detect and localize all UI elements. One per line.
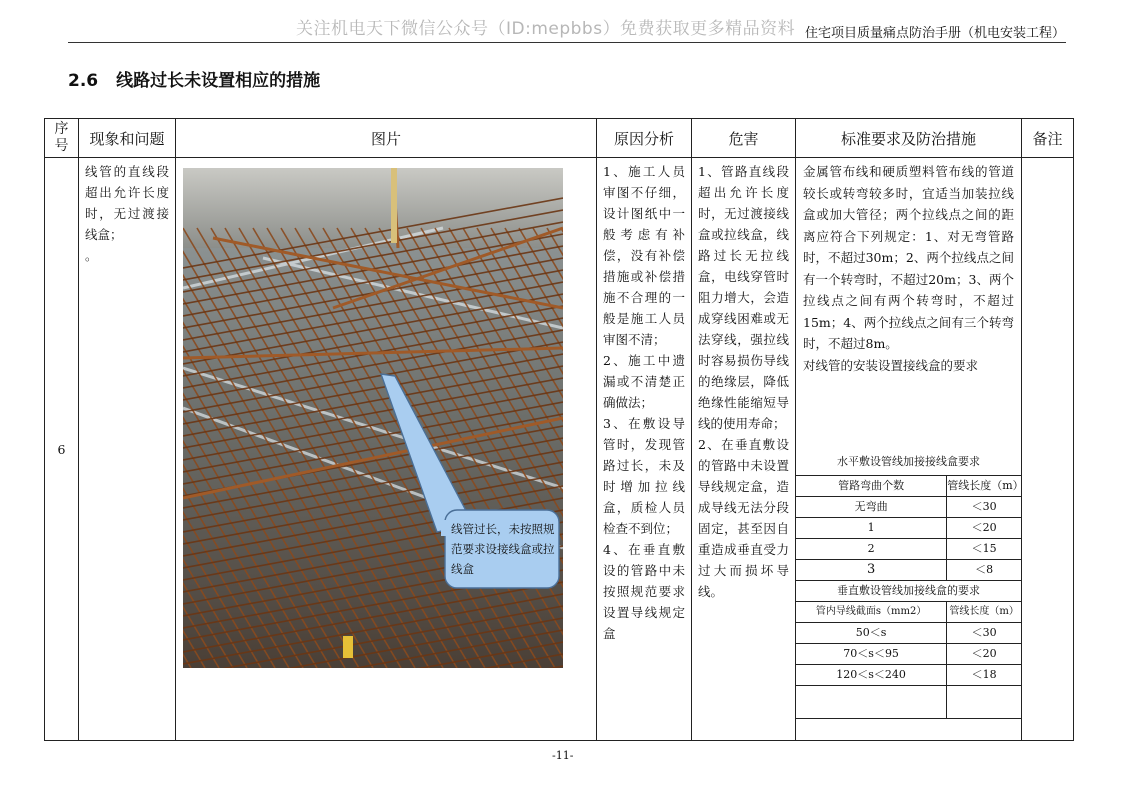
page-number: -11-	[552, 749, 574, 762]
table-cell: 管线长度（m）	[947, 476, 1021, 497]
column-header-phenomenon: 现象和问题	[79, 119, 176, 158]
table-row	[796, 644, 1021, 665]
row-phenomenon	[79, 158, 176, 741]
table-row	[796, 581, 1021, 602]
column-header-harm: 危害	[692, 119, 796, 158]
table-cell: ＜20	[947, 644, 1021, 665]
table-row	[796, 497, 1021, 518]
defect-table	[44, 118, 1074, 741]
table-cell: 2	[796, 539, 947, 560]
table-row	[796, 623, 1021, 644]
phenomenon-text: 线管的直线段超出允许长度时，无过渡接线盒；	[85, 164, 169, 242]
table-cell: 120＜s＜240	[796, 665, 947, 686]
standard-text: 金属管布线和硬质塑料管布线的管道较长或转弯较多时，宜适当加装拉线盒或加大管径；两个拉线点之间的距离应符合下列规定：1、对无弯管路时，不超过30m；2、两个拉线点之间有一个转弯时，不超过20m；3、两个拉线点之间有两个转弯时，不超过15m；4、两个拉线点之间有三个转弯时，不超过8m。 对线管的安装设置接线盒的要求	[803, 164, 1014, 373]
table-row	[796, 602, 1021, 623]
table-cell: ＜30	[947, 497, 1021, 518]
column-header-standard: 标准要求及防治措施	[796, 119, 1022, 158]
row-standard	[796, 158, 1022, 741]
vertical-table-caption: 垂直敷设管线加接线盒的要求	[796, 581, 1021, 602]
table-cell: 1	[796, 518, 947, 539]
section-title	[68, 66, 320, 91]
phenomenon-mark: 。	[85, 248, 98, 263]
table-row	[45, 158, 1074, 741]
table-cell: ＜20	[947, 518, 1021, 539]
table-row	[796, 665, 1021, 686]
table-row	[796, 560, 1021, 581]
table-cell: 无弯曲	[796, 497, 947, 518]
photo-callout-text: 线管过长，未按照规范要求设接线盒或拉线盒	[451, 522, 555, 576]
table-row	[796, 539, 1021, 560]
table-cell	[796, 686, 947, 719]
table-cell: ＜8	[947, 560, 1021, 581]
table-row	[796, 686, 1021, 719]
table-cell: ＜18	[947, 665, 1021, 686]
watermark: 关注机电天下微信公众号（ID:mepbbs）免费获取更多精品资料	[296, 19, 796, 39]
table-row	[796, 476, 1021, 497]
table-row	[796, 518, 1021, 539]
section-title-text: 线路过长未设置相应的措施	[116, 71, 321, 91]
row-seq: 6	[45, 158, 79, 741]
rebar-site-photo	[183, 168, 563, 668]
table-cell: 50＜s	[796, 623, 947, 644]
document-header: 住宅项目质量痛点防治手册（机电安装工程）	[804, 26, 1065, 41]
table-cell: 管内导线截面s（mm2）	[796, 602, 947, 623]
table-cell: 管线长度（m）	[947, 602, 1021, 623]
section-number: 2.6	[68, 71, 99, 91]
column-header-photo: 图片	[176, 119, 597, 158]
table-header-row	[45, 119, 1074, 158]
table-cell: 3	[796, 560, 947, 581]
column-header-remark: 备注	[1022, 119, 1074, 158]
row-photo	[176, 158, 597, 741]
column-header-cause: 原因分析	[597, 119, 692, 158]
table-cell: 管路弯曲个数	[796, 476, 947, 497]
row-harm: 1、管路直线段超出允许长度时，无过渡接线盒或拉线盒，线路过长无拉线盒，电线穿管时阻力增大，会造成穿线困难或无法穿线，强拉线时容易损伤导线的绝缘层，降低绝缘性能缩短导线的使用寿命； 2、在垂直敷设的管路中未设置导线规定盒，造成导线无法分段固定，甚至因自重造成垂直受力过大而损坏导线。	[692, 158, 796, 741]
table-cell: ＜15	[947, 539, 1021, 560]
header-divider	[68, 42, 1066, 43]
horizontal-table-caption: 水平敷设管线加接接线盒要求	[837, 455, 980, 468]
row-remark	[1022, 158, 1074, 741]
column-header-seq: 序号	[45, 119, 79, 158]
table-cell: 70＜s＜95	[796, 644, 947, 665]
horizontal-laying-table	[796, 475, 1024, 719]
row-cause: 1、施工人员审图不仔细，设计图纸中一般考虑有补偿，没有补偿措施或补偿措施不合理的一般是施工人员审图不清； 2、施工中遗漏或不清楚正确做法； 3、在敷设导管时，发现管路过长，未及时增加拉线盒，质检人员检查不到位； 4、在垂直敷设的管路中未按照规范要求设置导线规定盒	[597, 158, 692, 741]
table-cell: ＜30	[947, 623, 1021, 644]
table-cell	[947, 686, 1021, 719]
